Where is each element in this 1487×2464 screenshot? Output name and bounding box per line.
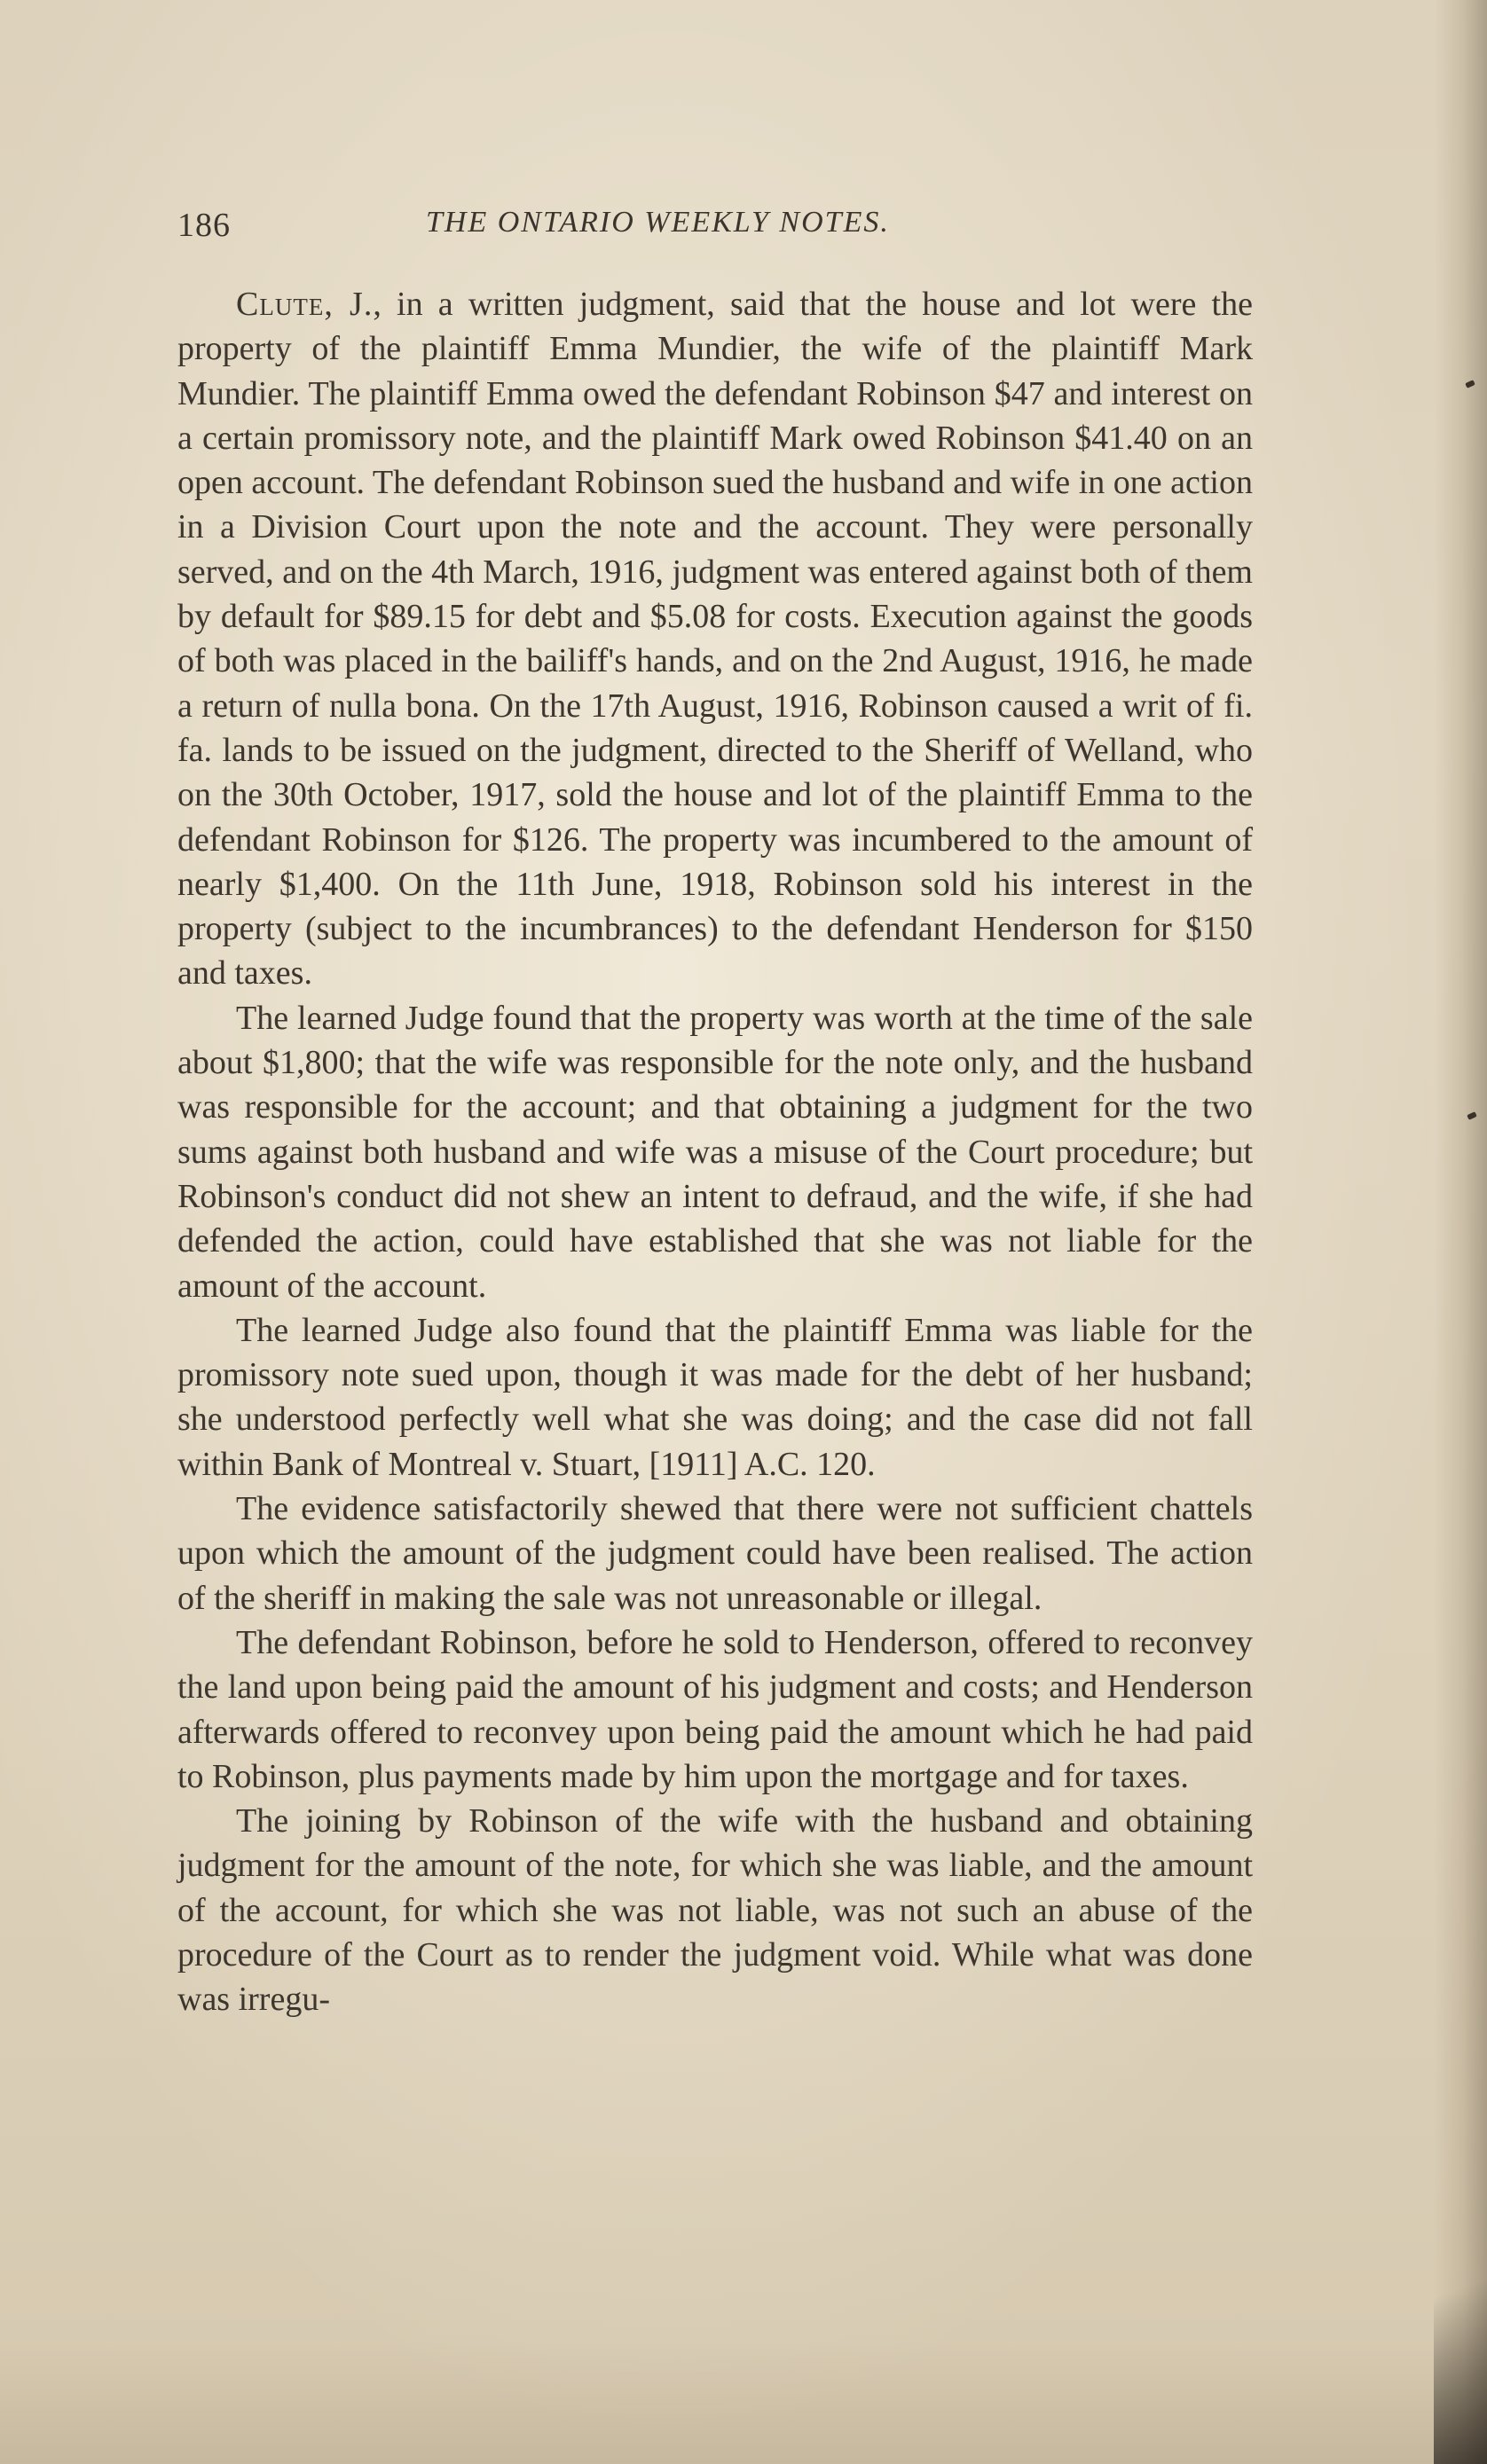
page-bottom-shadow (0, 2340, 1487, 2464)
journal-title: THE ONTARIO WEEKLY NOTES. (426, 206, 890, 239)
paragraph: The learned Judge also found that the plaintiff Emma was liable for the promissory note sued upon, though it was made for the debt of her husband; she understood perfectly well what she was doing; and the case did not fall within Bank of Montreal v. Stuart, [1911] A.C. 120. (177, 1311, 1253, 1483)
judge-name: Clute, J. (236, 286, 374, 323)
paragraph-text: , in a written judgment, said that the house and lot were the property of the plaintiff Emma Mundier, the wife of the plaintiff Mark Mundier. The plaintiff Emma owed the defendant Robinson $47 and interest on a certain promissory note, and the plaintiff Mark owed Robinson $41.40 on an open account. The defendant Robinson sued the husband and wife in one action in a Division Court upon the note and the account. They were personally served, and on the 4th March, 1916, judgment was entered against both of them by default for $89.15 for debt and $5.08 for costs. Execution against the goods of both was placed in the bailiff's hands, and on the 2nd August, 1916, he made a return of nulla bona. On the 17th August, 1916, Robinson caused a writ of fi. fa. lands to be issued on the judgment, directed to the Sheriff of Welland, who on the 30th October, 1917, sold the house and lot of the plaintiff Emma to the defendant Robinson for $126. The property was incumbered to the amount of nearly $1,400. On the 11th June, 1918, Robinson sold his interest in the property (subject to the incumbrances) to the defendant Henderson for $150 and taxes. (177, 286, 1253, 993)
running-head (177, 206, 1260, 259)
judgment-text (177, 282, 1253, 2022)
paragraph (177, 282, 1253, 996)
paragraph: The evidence satisfactorily shewed that there were not sufficient chattels upon which the amount of the judgment could have been realised. The action of the sheriff in making the sale was not unreasonable or illegal. (177, 1490, 1253, 1617)
paragraph: The learned Judge found that the property was worth at the time of the sale about $1,800; that the wife was responsible for the note only, and the husband was responsible for the account; and that obtaining a judgment for the two sums against both husband and wife was a misuse of the Court procedure; but Robinson's conduct did not shew an intent to defraud, and the wife, if she had defended the action, could have established that she was not liable for the amount of the account. (177, 999, 1253, 1305)
paragraph: The joining by Robinson of the wife with the husband and obtaining judgment for the amount of the note, for which she was liable, and the amount of the account, for which she was not liable, was not such an abuse of the procedure of the Court as to render the judgment void. While what was done was irregu- (177, 1802, 1253, 2019)
page-number: 186 (177, 207, 231, 244)
page-edge-shadow (1434, 0, 1487, 2464)
paragraph: The defendant Robinson, before he sold to Henderson, offered to reconvey the land upon being paid the amount of his judgment and costs; and Henderson afterwards offered to reconvey upon being paid the amount which he had paid to Robinson, plus payments made by him upon the mortgage and for taxes. (177, 1623, 1253, 1795)
page-corner-shadow (1434, 2251, 1487, 2464)
